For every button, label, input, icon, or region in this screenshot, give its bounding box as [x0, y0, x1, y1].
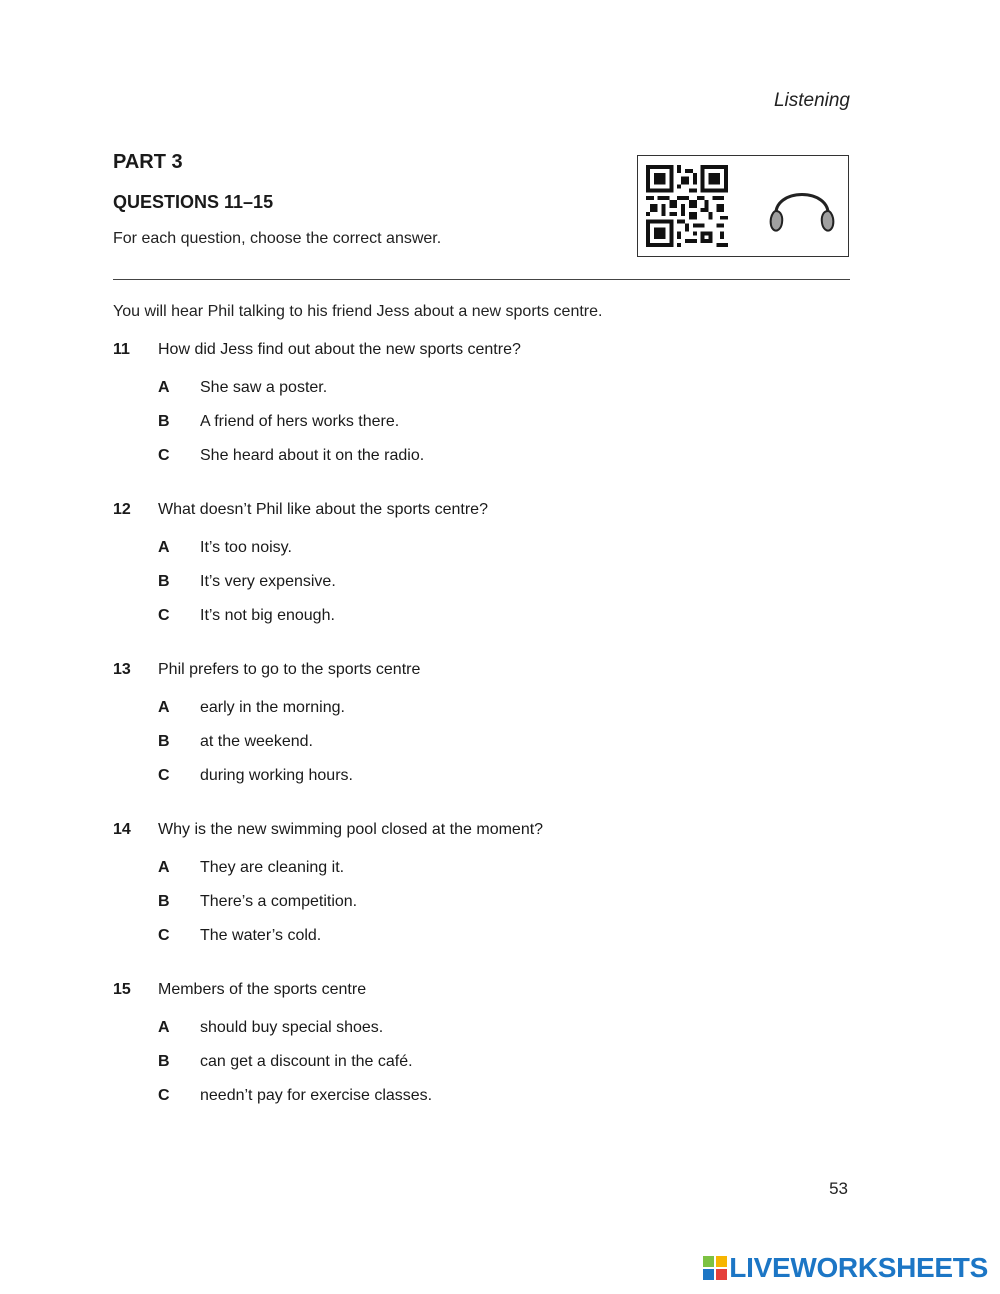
part-title: PART 3: [113, 151, 183, 173]
option-text: early in the morning.: [200, 699, 345, 716]
question-text: What doesn’t Phil like about the sports centre?: [158, 501, 488, 518]
option-letter: A: [158, 539, 170, 556]
option-letter: B: [158, 1053, 170, 1070]
option-letter: B: [158, 733, 170, 750]
question-text: Why is the new swimming pool closed at the moment?: [158, 821, 544, 838]
question-number: 15: [113, 981, 131, 998]
option-text: A friend of hers works there.: [200, 413, 400, 430]
question-12: [113, 501, 853, 661]
question-13: [113, 661, 853, 821]
option-letter: B: [158, 893, 170, 910]
liveworksheets-brand[interactable]: [703, 1252, 988, 1284]
option-letter: B: [158, 413, 170, 430]
questions-range: QUESTIONS 11–15: [113, 192, 274, 212]
brand-name: LIVEWORKSHEETS: [729, 1252, 988, 1283]
page-number: 53: [829, 1179, 848, 1198]
option-letter: A: [158, 859, 170, 876]
question-text: Members of the sports centre: [158, 981, 367, 998]
question-14: [113, 821, 853, 981]
audio-box[interactable]: [637, 155, 849, 257]
divider: [113, 279, 850, 280]
option-text: needn’t pay for exercise classes.: [200, 1087, 433, 1104]
question-11: [113, 341, 853, 501]
option-text: She heard about it on the radio.: [200, 447, 425, 464]
option-text: She saw a poster.: [200, 379, 328, 396]
questions-list: [113, 341, 853, 1141]
option-letter: C: [158, 1087, 170, 1104]
option-text: can get a discount in the café.: [200, 1053, 413, 1070]
question-15: [113, 981, 853, 1141]
question-number: 14: [113, 821, 131, 838]
option-text: There’s a competition.: [200, 893, 358, 910]
intro-text: You will hear Phil talking to his friend Jess about a new sports centre.: [113, 303, 603, 320]
option-text: should buy special shoes.: [200, 1019, 384, 1036]
section-label: Listening: [773, 90, 850, 111]
question-text: How did Jess find out about the new sports centre?: [158, 341, 521, 358]
headphones-icon: [764, 173, 840, 239]
option-letter: A: [158, 1019, 170, 1036]
option-letter: A: [158, 379, 170, 396]
option-text: during working hours.: [200, 767, 353, 784]
instruction-text: For each question, choose the correct answer.: [113, 230, 442, 247]
qr-code-icon[interactable]: [646, 165, 728, 247]
liveworksheets-logo-icon: [703, 1256, 727, 1280]
option-text: The water’s cold.: [200, 927, 322, 944]
option-letter: C: [158, 607, 170, 624]
option-letter: C: [158, 927, 170, 944]
option-letter: C: [158, 447, 170, 464]
question-number: 11: [113, 341, 130, 358]
question-number: 12: [113, 501, 131, 518]
option-letter: B: [158, 573, 170, 590]
question-text: Phil prefers to go to the sports centre: [158, 661, 421, 678]
option-text: It’s very expensive.: [200, 573, 336, 590]
option-letter: A: [158, 699, 170, 716]
option-text: They are cleaning it.: [200, 859, 345, 876]
option-text: It’s too noisy.: [200, 539, 292, 556]
option-text: at the weekend.: [200, 733, 313, 750]
option-letter: C: [158, 767, 170, 784]
option-text: It’s not big enough.: [200, 607, 335, 624]
question-number: 13: [113, 661, 131, 678]
